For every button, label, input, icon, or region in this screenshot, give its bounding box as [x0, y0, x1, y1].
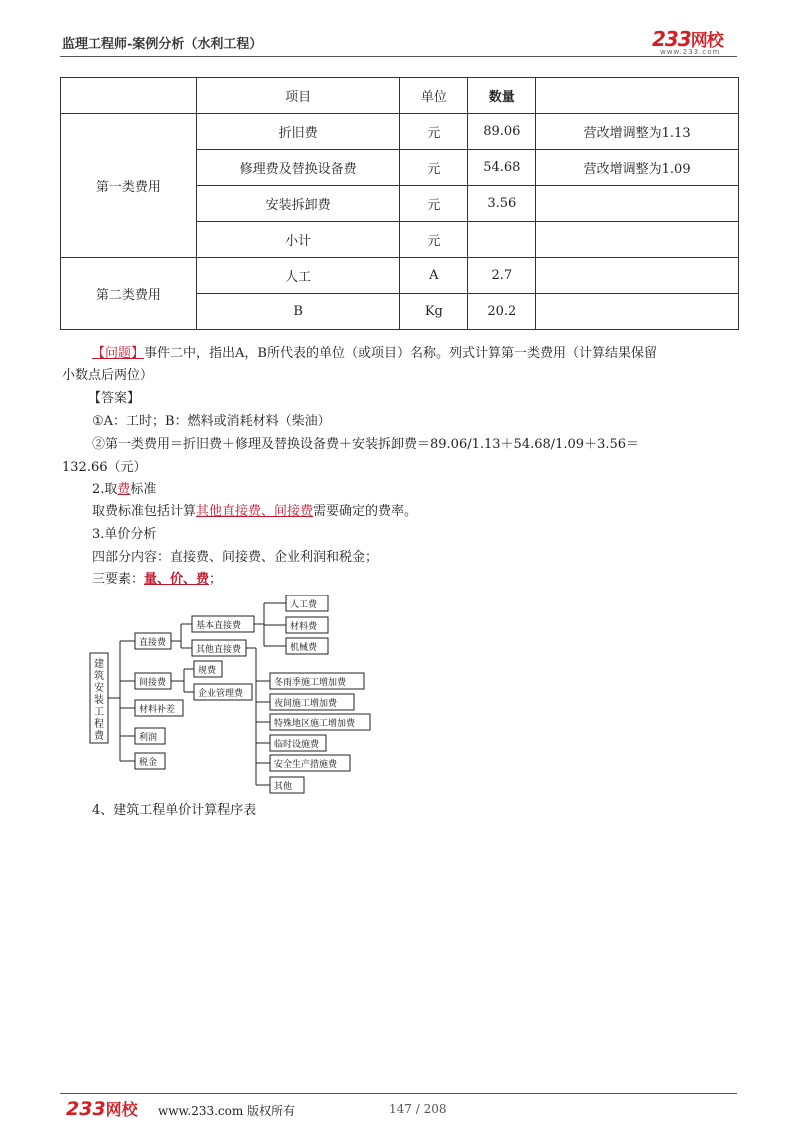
table-header-cell: 项目: [196, 78, 400, 114]
qty-cell: 89.06: [468, 114, 536, 150]
node-labor: 人工费: [290, 600, 318, 610]
unit-cell: Kg: [400, 294, 468, 330]
node-regulation-fee: 规费: [198, 666, 217, 676]
header-divider: [60, 56, 737, 57]
node-special-area: 特殊地区施工增加费: [274, 719, 356, 729]
table-header-cell: [61, 78, 197, 114]
table-header-cell: [536, 78, 739, 114]
qty-cell: [468, 222, 536, 258]
section-2-text-part: 取费标准包括计算: [92, 504, 197, 519]
item-cell: B: [196, 294, 400, 330]
cost-table: [60, 77, 739, 330]
item-cell: 安装拆卸费: [196, 186, 400, 222]
footer-logo-text: 网校: [105, 1100, 138, 1119]
note-cell: [536, 258, 739, 294]
section-2-text: [92, 500, 417, 519]
section-2-title-highlight: 费: [117, 482, 131, 497]
question-line-1: [92, 342, 657, 361]
node-other-direct: 其他直接费: [196, 645, 242, 655]
answer-1: ①A：工时；B：燃料或消耗材料（柴油）: [92, 414, 331, 429]
qty-cell: 20.2: [468, 294, 536, 330]
node-night-work: 夜间施工增加费: [274, 699, 338, 709]
item-cell: 折旧费: [196, 114, 400, 150]
logo-url: www.233.com: [660, 48, 721, 56]
node-basic-direct: 基本直接费: [196, 621, 242, 631]
elements-label: 三要素：: [92, 572, 145, 587]
question-tag: 【问题】: [92, 346, 145, 361]
table-row: [61, 258, 739, 294]
unit-cell: 元: [400, 114, 468, 150]
elements-suffix: ；: [209, 572, 223, 587]
logo-number: 233: [652, 27, 691, 51]
node-profit: 利润: [139, 733, 158, 743]
qty-cell: 3.56: [468, 186, 536, 222]
node-direct-fee: 直接费: [139, 638, 167, 648]
node-material: 材料费: [290, 622, 318, 632]
logo-text: 网校: [690, 31, 723, 51]
item-cell: 人工: [196, 258, 400, 294]
section-2-title: [92, 478, 156, 497]
note-cell: 营改增调整为1.13: [536, 114, 739, 150]
node-temporary: 临时设施费: [274, 740, 320, 750]
node-management-fee: 企业管理费: [198, 689, 244, 699]
elements-highlight: 量、价、费: [144, 572, 210, 587]
cost-structure-diagram: [84, 595, 384, 795]
table-row: [61, 114, 739, 150]
node-machine: 机械费: [290, 643, 318, 653]
unit-cell: A: [400, 258, 468, 294]
section-2-text-highlight: 其他直接费、间接费: [196, 504, 314, 519]
item-cell: 修理费及替换设备费: [196, 150, 400, 186]
node-winter-rain: 冬雨季施工增加费: [274, 678, 347, 688]
section-2-title-part: 2.取: [92, 482, 118, 497]
table-header-row: [61, 78, 739, 114]
answer-2-line-2: 132.66（元）: [62, 460, 147, 475]
node-indirect-fee: 间接费: [139, 678, 167, 688]
note-cell: [536, 186, 739, 222]
qty-cell: 2.7: [468, 258, 536, 294]
group-label: 第二类费用: [61, 258, 197, 330]
node-tax: 税金: [139, 758, 158, 768]
section-2-title-part: 标准: [130, 482, 157, 497]
section-2-text-part: 需要确定的费率。: [313, 504, 418, 519]
footer-copyright: www.233.com 版权所有: [158, 1104, 296, 1118]
diagram-root: 建筑安装工程费: [94, 659, 104, 742]
unit-cell: 元: [400, 186, 468, 222]
group-label: 第一类费用: [61, 114, 197, 258]
section-3-elements: [92, 568, 222, 587]
page-number: 147 / 208: [389, 1102, 447, 1116]
note-cell: [536, 294, 739, 330]
table-header-cell: 单位: [400, 78, 468, 114]
node-material-diff: 材料补差: [139, 705, 176, 715]
footer-logo-number: 233: [66, 1098, 106, 1120]
question-text: 事件二中，指出A，B所代表的单位（或项目）名称。列式计算第一类费用（计算结果保留: [144, 346, 657, 361]
note-cell: [536, 222, 739, 258]
node-safety: 安全生产措施费: [274, 760, 338, 770]
table-header-cell: 数量: [468, 78, 536, 114]
qty-cell: 54.68: [468, 150, 536, 186]
section-3-title: 3.单价分析: [92, 527, 157, 542]
unit-cell: 元: [400, 150, 468, 186]
section-3-text: 四部分内容：直接费、间接费、企业利润和税金；: [92, 550, 379, 565]
unit-cell: 元: [400, 222, 468, 258]
answer-2-line-1: ②第一类费用＝折旧费＋修理及替换设备费＋安装拆卸费＝89.06/1.13＋54.68/1.09＋3.56＝: [92, 437, 640, 452]
footer-divider: [60, 1093, 737, 1094]
brand-logo[interactable]: [652, 26, 723, 56]
item-cell: 小计: [196, 222, 400, 258]
footer-logo[interactable]: [66, 1097, 138, 1120]
node-others: 其他: [274, 782, 293, 792]
answer-tag: 【答案】: [88, 391, 141, 406]
question-line-2: 小数点后两位）: [62, 368, 154, 383]
page-header-title: 监理工程师-案例分析（水利工程）: [62, 37, 263, 52]
section-4-title: 4、建筑工程单价计算程序表: [92, 803, 257, 818]
note-cell: 营改增调整为1.09: [536, 150, 739, 186]
